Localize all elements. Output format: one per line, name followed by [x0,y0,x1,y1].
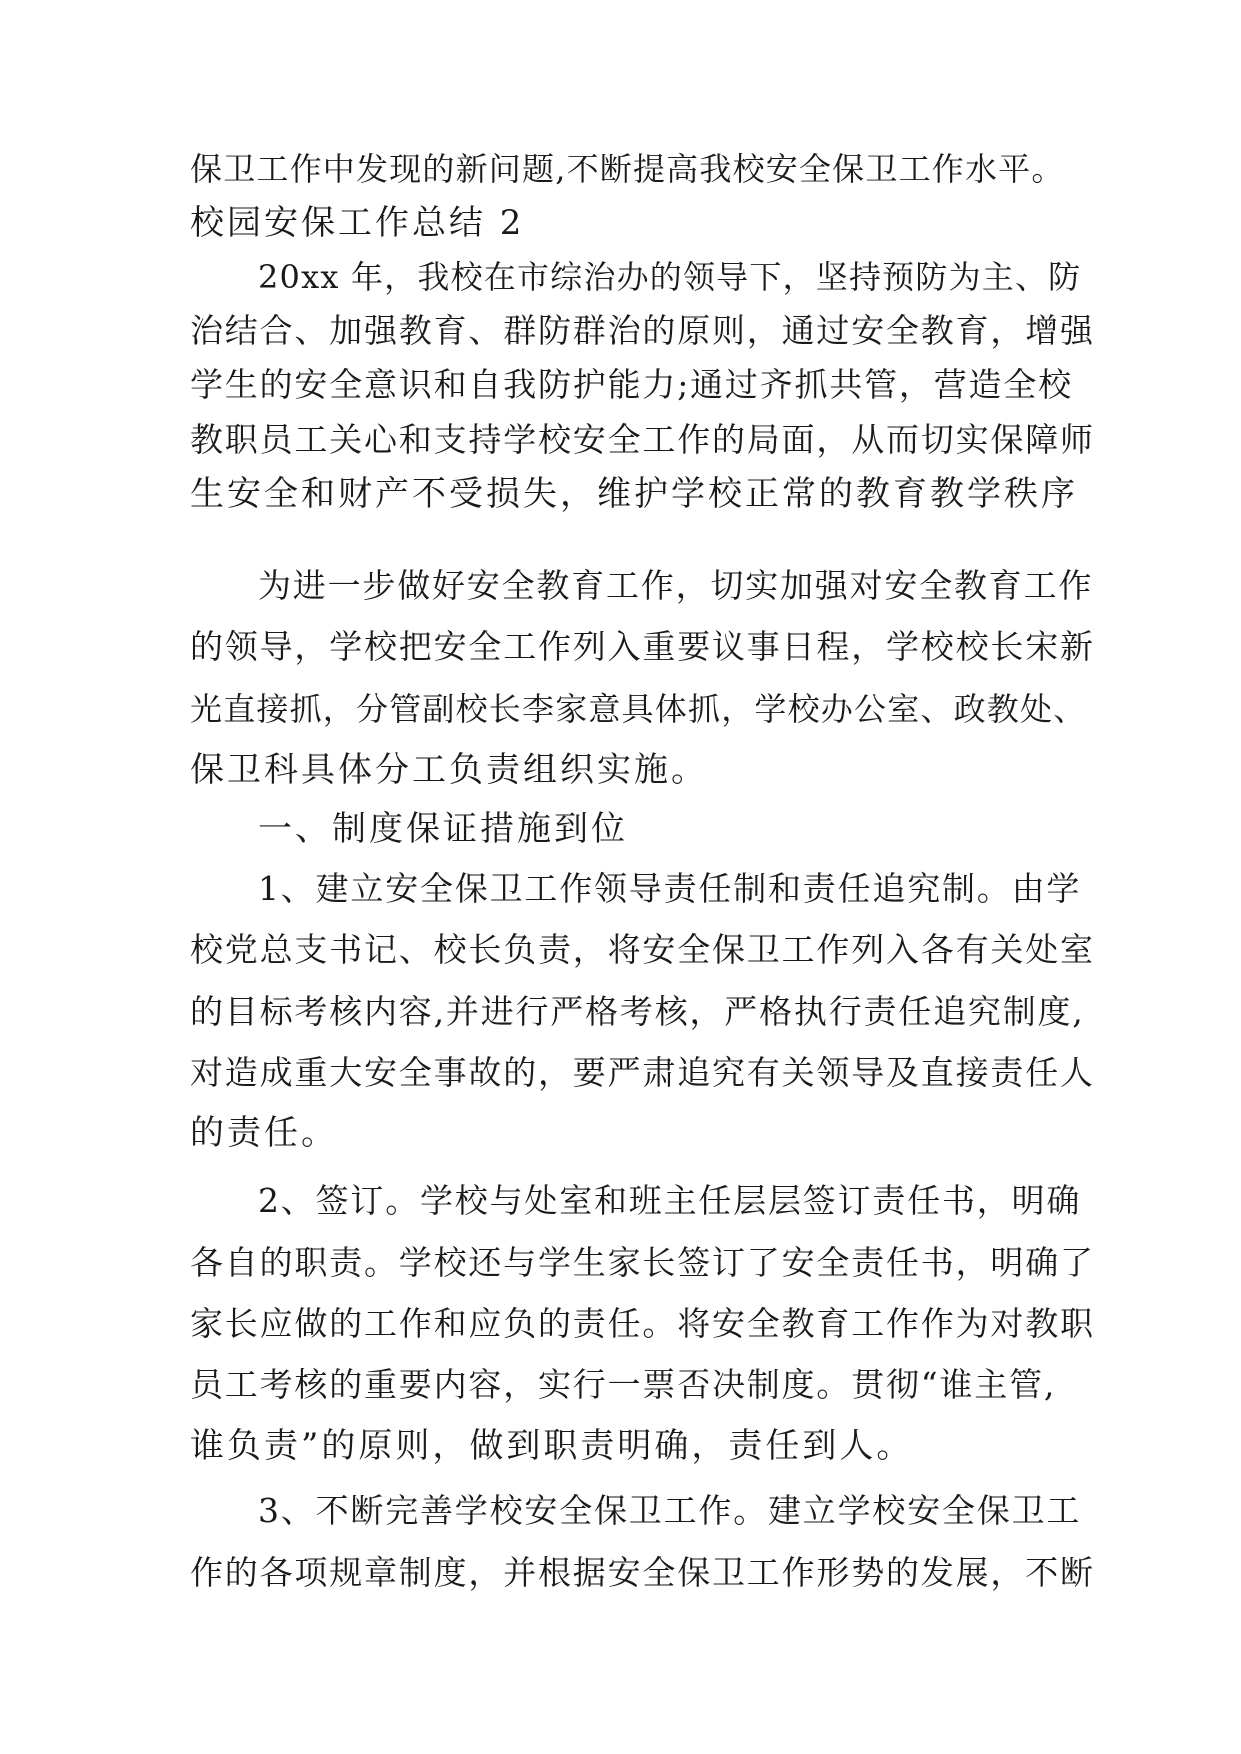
text-line: 为进一步做好安全教育工作，切实加强对安全教育工作 [258,566,1094,605]
text-line: 的责任。 [190,1113,338,1153]
text-line: 学生的安全意识和自我防护能力;通过齐抓共管，营造全校 [190,365,1073,404]
text-line: 对造成重大安全事故的，要严肃追究有关领导及直接责任人 [190,1053,1095,1092]
text-line: 生安全和财产不受损失，维护学校正常的教育教学秩序 [190,474,1078,514]
text-line: 员工考核的重要内容，实行一票否决制度。贯彻“谁主管, [190,1365,1057,1404]
text-line: 保卫科具体分工负责组织实施。 [190,750,708,790]
text-line: 各自的职责。学校还与学生家长签订了安全责任书，明确了 [190,1243,1095,1282]
text-line: 保卫工作中发现的新问题,不断提高我校安全保卫工作水平。 [190,150,1065,188]
text-line: 的目标考核内容,并进行严格考核，严格执行责任追究制度, [190,992,1085,1031]
text-line: 20xx 年，我校在市综治办的领导下，坚持预防为主、防 [258,258,1082,296]
section-title: 校园安保工作总结 2 [190,203,525,243]
text-line: 谁负责”的原则，做到职责明确，责任到人。 [190,1426,914,1466]
text-line: 光直接抓，分管副校长李家意具体抓，学校办公室、政教处、 [190,690,1087,728]
section-heading: 一、制度保证措施到位 [258,809,628,849]
text-line: 治结合、加强教育、群防群治的原则，通过安全教育，增强 [190,311,1095,350]
text-line: 校党总支书记、校长负责，将安全保卫工作列入各有关处室 [190,930,1095,969]
text-line: 教职员工关心和支持学校安全工作的局面，从而切实保障师 [190,420,1095,459]
text-line: 作的各项规章制度，并根据安全保卫工作形势的发展，不断 [190,1553,1095,1592]
text-line: 3、不断完善学校安全保卫工作。建立学校安全保卫工 [258,1491,1082,1530]
text-line: 2、签订。学校与处室和班主任层层签订责任书，明确 [258,1181,1082,1220]
text-line: 1、建立安全保卫工作领导责任制和责任追究制。由学 [258,869,1082,908]
text-line: 家长应做的工作和应负的责任。将安全教育工作作为对教职 [190,1304,1095,1343]
text-line: 的领导，学校把安全工作列入重要议事日程，学校校长宋新 [190,627,1095,666]
